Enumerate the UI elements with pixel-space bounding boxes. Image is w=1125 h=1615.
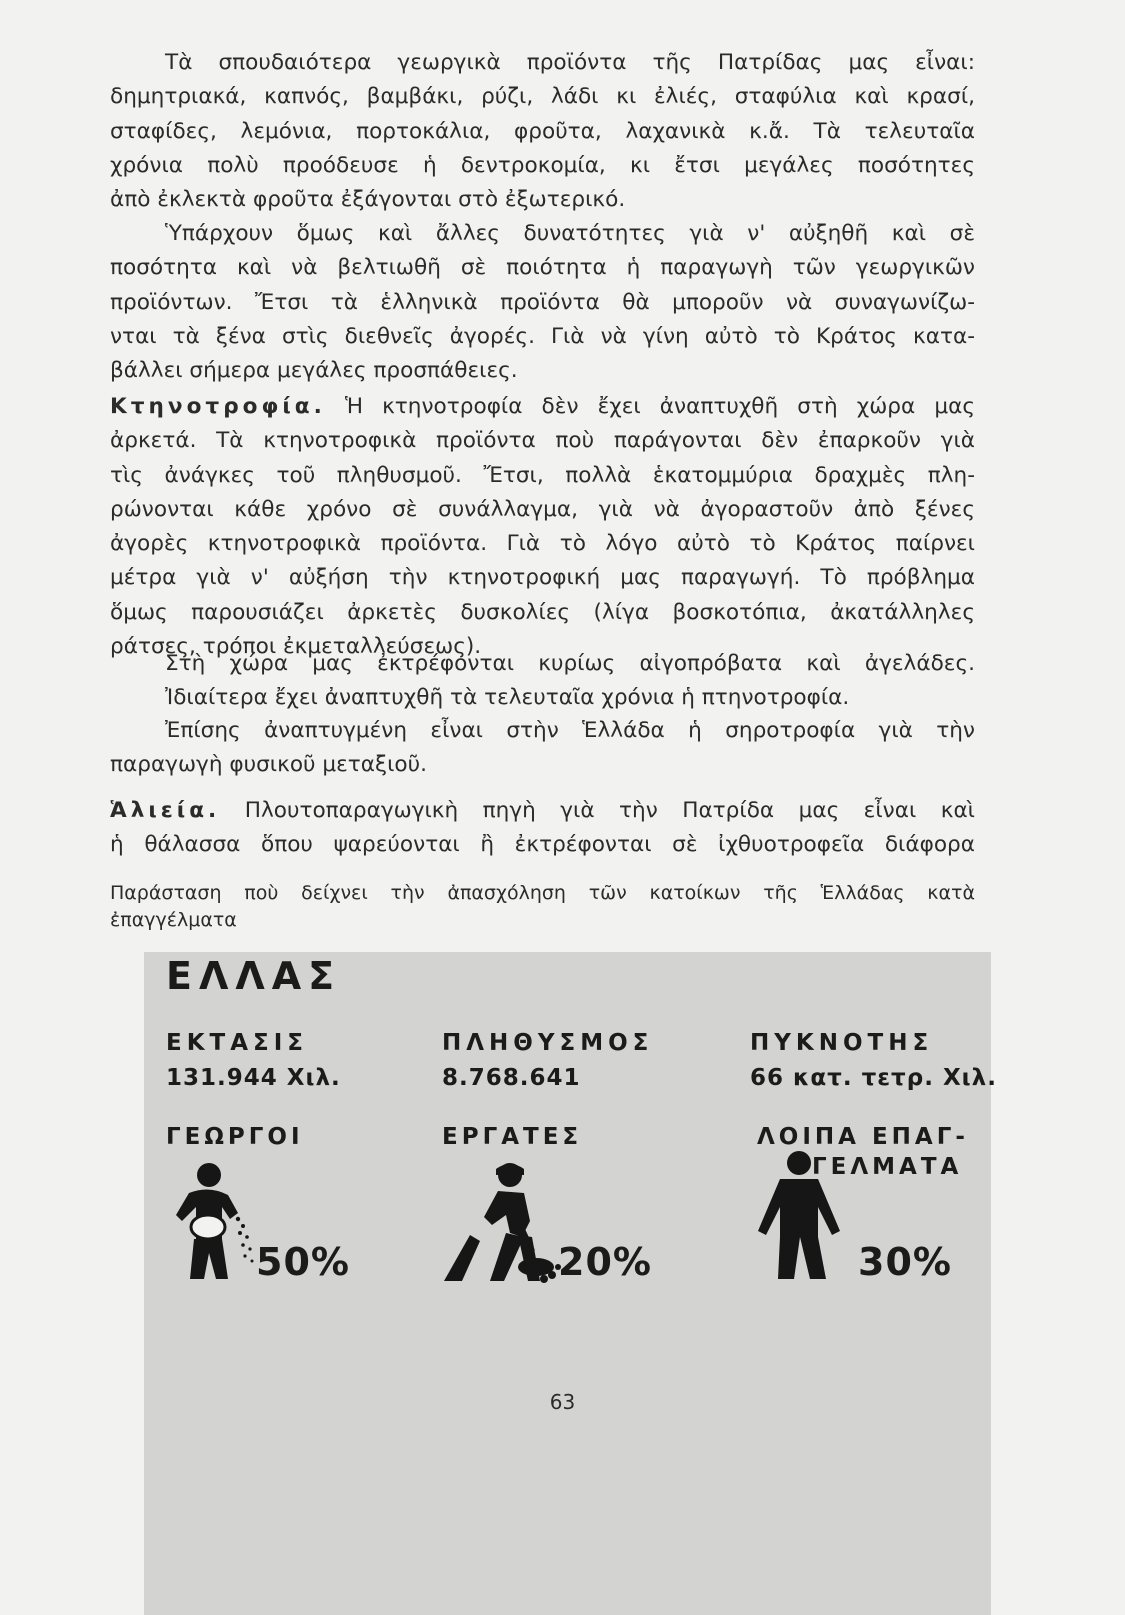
- text-line: χρόνια πολὺ προόδευσε ἡ δεντροκομία, κι ἔτσι μεγάλες ποσότητες: [110, 152, 975, 178]
- caption-line: Παράσταση ποὺ δείχνει τὴν ἀπασχόληση τῶν κατοίκων τῆς Ἑλλάδας κατὰ: [110, 882, 975, 904]
- stat-value-population: 8.768.641: [442, 1065, 581, 1091]
- text-line: Τὰ σπουδαιότερα γεωργικὰ προϊόντα τῆς Πατρίδας μας εἶναι:: [165, 50, 975, 75]
- stat-label-area: ΕΚΤΑΣΙΣ: [166, 1030, 309, 1056]
- section-heading-fishing: Ἁλιεία.: [110, 798, 221, 823]
- text-line: Ἐπίσης ἀναπτυγμένη εἶναι στὴν Ἑλλάδα ἡ σηροτροφία γιὰ τὴν: [165, 718, 975, 743]
- percent-farmers: 50%: [256, 1240, 350, 1284]
- country-title: ΕΛΛΑΣ: [166, 954, 342, 998]
- text-line: δημητριακά, καπνός, βαμβάκι, ρύζι, λάδι κι ἐλιές, σταφύλια καὶ κρασί,: [110, 84, 975, 110]
- text-line: Στὴ χώρα μας ἐκτρέφονται κυρίως αἰγοπρόβατα καὶ ἀγελάδες.: [165, 651, 975, 676]
- text-line: ἀρκετά. Τὰ κτηνοτροφικὰ προϊόντα ποὺ παράγονται δὲν ἐπαρκοῦν γιὰ: [110, 428, 975, 454]
- section-heading-livestock: Κτηνοτροφία.: [110, 394, 326, 419]
- stat-label-population: ΠΛΗΘΥΣΜΟΣ: [442, 1030, 654, 1056]
- page-number: 63: [549, 1390, 576, 1414]
- text-line: ἡ θάλασσα ὅπου ψαρεύονται ἢ ἐκτρέφονται σὲ ἰχθυοτροφεῖα διάφορα: [110, 832, 975, 858]
- section-fishing: [110, 794, 975, 863]
- heading-line-text: Πλουτοπαραγωγικὴ πηγὴ γιὰ τὴν Πατρίδα μας εἶναι καὶ: [244, 798, 975, 823]
- text-line: τὶς ἀνάγκες τοῦ πληθυσμοῦ. Ἔτσι, πολλὰ ἑκατομμύρια δραχμὲς πλη-: [110, 462, 975, 488]
- paragraph-sericulture: [110, 714, 975, 783]
- text-line: ὅμως παρουσιάζει ἀρκετὲς δυσκολίες (λίγα βοσκοτόπια, ἀκατάλληλες: [110, 599, 975, 625]
- text-line: παραγωγὴ φυσικοῦ μεταξιοῦ.: [110, 752, 427, 778]
- stat-value-area: 131.944 Χιλ.: [166, 1065, 341, 1091]
- paragraph-agriculture: [110, 46, 975, 217]
- caption-line: ἐπαγγέλματα: [110, 909, 237, 931]
- stat-value-density: 66 κατ. τετρ. Χιλ.: [750, 1065, 997, 1091]
- percent-workers: 20%: [558, 1240, 652, 1284]
- farmer-icon: [164, 1157, 264, 1287]
- text-line: ἀγορὲς κτηνοτροφικὰ προϊόντα. Γιὰ τὸ λόγο αὐτὸ τὸ Κράτος παίρνει: [110, 531, 975, 557]
- text-line: ποσότητα καὶ νὰ βελτιωθῆ σὲ ποιότητα ἡ παραγωγὴ τῶν γεωργικῶν: [110, 255, 975, 281]
- text-line: σταφίδες, λεμόνια, πορτοκάλια, φροῦτα, λαχανικὰ κ.ἄ. Τὰ τελευταῖα: [110, 118, 975, 144]
- person-icon: [744, 1147, 854, 1287]
- paragraph-breeding: [110, 647, 975, 716]
- text-line: Ἰδιαίτερα ἔχει ἀναπτυχθῆ τὰ τελευταῖα χρόνια ἡ πτηνοτροφία.: [165, 685, 850, 711]
- worker-icon: [440, 1157, 570, 1287]
- text-line: προϊόντων. Ἔτσι τὰ ἑλληνικὰ προϊόντα θὰ μποροῦν νὰ συναγωνίζω-: [110, 289, 975, 315]
- heading-line-text: Ἡ κτηνοτροφία δὲν ἔχει ἀναπτυχθῆ στὴ χώρα μας: [344, 394, 975, 419]
- figure-caption: [110, 880, 975, 934]
- text-line: Ὑπάρχουν ὅμως καὶ ἄλλες δυνατότητες γιὰ ν' αὐξηθῆ καὶ σὲ: [165, 221, 975, 246]
- text-line: νται τὰ ξένα στὶς διεθνεῖς ἀγορές. Γιὰ νὰ γίνη αὐτὸ τὸ Κράτος κατα-: [110, 323, 975, 349]
- stat-label-density: ΠΥΚΝΟΤΗΣ: [750, 1030, 934, 1056]
- text-line: μέτρα γιὰ ν' αὐξήση τὴν κτηνοτροφική μας παραγωγή. Τὸ πρόβλημα: [110, 565, 975, 591]
- section-livestock: [110, 390, 975, 664]
- group-label-workers: ΕΡΓΑΤΕΣ: [442, 1124, 583, 1150]
- text-line: [110, 390, 975, 424]
- group-label-other-line1: ΛΟΙΠΑ ΕΠΑΓ-: [757, 1124, 969, 1150]
- text-line: ρώνονται κάθε χρόνο σὲ συνάλλαγμα, γιὰ νὰ ἀγοραστοῦν ἀπὸ ξένες: [110, 496, 975, 522]
- text-line: βάλλει σήμερα μεγάλες προσπάθειες.: [110, 358, 518, 384]
- occupation-figure: [144, 952, 997, 1615]
- group-label-other-line2: ΓΕΛΜΑΤΑ: [812, 1154, 963, 1180]
- group-label-farmers: ΓΕΩΡΓΟΙ: [166, 1124, 304, 1150]
- paragraph-possibilities: [110, 217, 975, 388]
- text-line: ἀπὸ ἐκλεκτὰ φροῦτα ἐξάγονται στὸ ἐξωτερικό.: [110, 187, 626, 213]
- text-line: [110, 794, 975, 828]
- text-line: ράτσες, τρόποι ἐκμεταλλεύσεως).: [110, 634, 482, 660]
- percent-other-professions: 30%: [858, 1240, 952, 1284]
